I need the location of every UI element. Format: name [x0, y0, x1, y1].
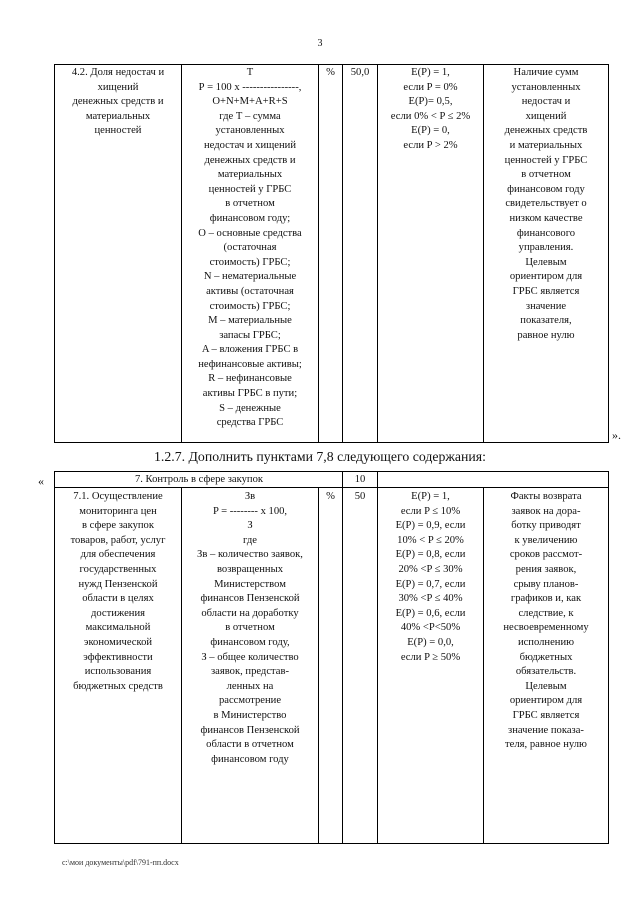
table2-bottom-border — [54, 843, 609, 844]
table1-col-border — [181, 64, 182, 443]
opening-quote: « — [38, 474, 44, 488]
weight: 50,0 — [350, 67, 370, 78]
weight: 50 — [354, 491, 366, 502]
table2-col-border — [608, 471, 609, 844]
closing-quote: ». — [612, 428, 621, 442]
formula-cell — [183, 66, 317, 431]
table1-col-border — [342, 64, 343, 443]
formula-fraction-line: Р = 100 х ----------------, — [198, 81, 302, 93]
section-weight: 10 — [354, 474, 366, 485]
footer-file-path: c:\мои документы\pdf\791-пп.docx — [62, 858, 179, 867]
table1-col-border — [483, 64, 484, 443]
table2-top-border — [54, 471, 609, 472]
formula-numerator: Т — [246, 67, 254, 78]
table2-col-border — [318, 487, 319, 844]
formula-denominator: З — [247, 520, 253, 532]
unit: % — [326, 491, 335, 502]
criterion-name: 4.2. Доля недостач и хищений денежных средств и материальных ценностей — [71, 67, 165, 137]
comment: Факты возврата заявок на дора- ботку приводят к увеличению сроков рассмот- рения заявок, срыву планов- графиков и, как следствие, к несвоевременному исполнению бюджетных обязательств. Целевым ориентиром для ГРБС является значение показа- теля, равное нулю — [503, 491, 589, 751]
page-number: 3 — [317, 38, 323, 49]
criterion-name: 7.1. Осуществление мониторинга цен в сфере закупок товаров, работ, услуг для обеспечения государственных нужд Пензенской области в целях достижения максимальной экономической эффективности использования бюджетных средств — [70, 491, 166, 692]
evaluation-rule: E(P) = 1, если P = 0% E(P)= 0,5, если 0% < P ≤ 2% E(P) = 0, если P > 2% — [390, 67, 471, 151]
table2-col-border — [54, 471, 55, 844]
table1-col-border — [318, 64, 319, 443]
table1-top-border — [54, 64, 609, 65]
table2-col-border — [483, 487, 484, 844]
formula-denominator: O+N+M+A+R+S — [212, 96, 288, 108]
unit: % — [326, 67, 335, 78]
table1-col-border — [608, 64, 609, 443]
formula-cell — [183, 490, 317, 767]
table2-col-border — [342, 471, 343, 844]
comment: Наличие сумм установленных недостач и хищений денежных средств и материальных ценностей у ГРБС в отчетном финансовом году свидетельствует о низком качестве финансового управления. Целевым ориентиром для ГРБС является значение показателя, равное нулю — [504, 67, 588, 341]
table2-col-border — [181, 487, 182, 844]
formula-numerator: Зв — [244, 491, 256, 502]
section-title: 7. Контроль в сфере закупок — [134, 474, 264, 485]
table1-col-border — [54, 64, 55, 443]
evaluation-rule: E(P) = 1, если P ≤ 10% E(P) = 0,9, если 10% < P ≤ 20% E(P) = 0,8, если 20% <P ≤ 30% E(P) = 0,7, если 30% <P ≤ 40% E(P) = 0,6, если 40% <P<50% E(P) = 0,0, если P ≥ 50% — [395, 491, 466, 663]
formula-description: где Т – сумма установленных недостач и хищений денежных средств и материальных ценностей у ГРБС в отчетном финансовом году; O – основные средства (остаточная стоимость) ГРБС; N – нематериальные активы (остаточная стоимость) ГРБС; M – материальные запасы ГРБС; A – вложения ГРБС в нефинансовые активы; R – нефинансовые активы ГРБС в пути; S – денежные средства ГРБС — [198, 110, 302, 429]
table1-bottom-border — [54, 442, 609, 443]
formula-description: где Зв – количество заявок, возвращенных Министерством финансов Пензенской области на доработку в отчетном финансовом году, З – общее количество заявок, представ- ленных на рассмотрение в Министерство финансов Пензенской области в отчетном финансовом году — [197, 534, 303, 765]
section-heading: 1.2.7. Дополнить пунктами 7,8 следующего содержания: — [154, 449, 486, 464]
formula-fraction-line: P = -------- х 100, — [212, 505, 288, 517]
